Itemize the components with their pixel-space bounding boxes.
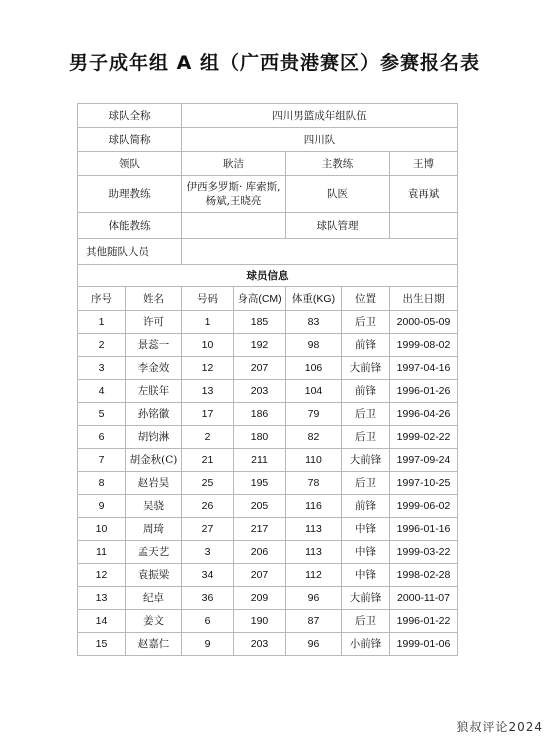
table-row bbox=[78, 380, 458, 403]
table-cell: 后卫 bbox=[342, 403, 390, 426]
registration-table bbox=[77, 103, 458, 656]
table-cell: 21 bbox=[182, 449, 234, 472]
table-row bbox=[78, 610, 458, 633]
table-cell: 98 bbox=[286, 334, 342, 357]
table-row bbox=[78, 495, 458, 518]
table-cell: 106 bbox=[286, 357, 342, 380]
table-cell: 前锋 bbox=[342, 495, 390, 518]
table-cell: 25 bbox=[182, 472, 234, 495]
table-cell: 大前锋 bbox=[342, 449, 390, 472]
table-cell: 吴骁 bbox=[126, 495, 182, 518]
table-cell: 胡钧淋 bbox=[126, 426, 182, 449]
table-cell: 纪卓 bbox=[126, 587, 182, 610]
table-cell: 前锋 bbox=[342, 380, 390, 403]
table-cell: 195 bbox=[234, 472, 286, 495]
table-cell: 大前锋 bbox=[342, 587, 390, 610]
table-cell: 1997-09-24 bbox=[390, 449, 458, 472]
table-cell: 7 bbox=[78, 449, 126, 472]
table-cell: 87 bbox=[286, 610, 342, 633]
table-cell: 27 bbox=[182, 518, 234, 541]
assistant-coach-label: 助理教练 bbox=[78, 176, 182, 213]
table-row bbox=[78, 564, 458, 587]
table-cell: 206 bbox=[234, 541, 286, 564]
table-cell: 后卫 bbox=[342, 610, 390, 633]
table-cell: 192 bbox=[234, 334, 286, 357]
table-row bbox=[78, 472, 458, 495]
column-header: 身高(CM) bbox=[234, 287, 286, 311]
table-cell: 113 bbox=[286, 518, 342, 541]
table-row bbox=[78, 357, 458, 380]
table-cell: 10 bbox=[78, 518, 126, 541]
table-cell: 186 bbox=[234, 403, 286, 426]
table-cell: 1998-02-28 bbox=[390, 564, 458, 587]
table-cell: 6 bbox=[78, 426, 126, 449]
table-cell: 15 bbox=[78, 633, 126, 656]
column-header: 号码 bbox=[182, 287, 234, 311]
table-cell: 6 bbox=[182, 610, 234, 633]
fitness-coach-value bbox=[182, 213, 286, 239]
table-cell: 2 bbox=[78, 334, 126, 357]
table-cell: 113 bbox=[286, 541, 342, 564]
leader-label: 领队 bbox=[78, 152, 182, 176]
table-cell: 左朕年 bbox=[126, 380, 182, 403]
table-cell: 96 bbox=[286, 633, 342, 656]
table-cell: 2000-11-07 bbox=[390, 587, 458, 610]
full-name-label: 球队全称 bbox=[78, 104, 182, 128]
table-row bbox=[78, 587, 458, 610]
table-cell: 姜文 bbox=[126, 610, 182, 633]
table-cell: 1 bbox=[78, 311, 126, 334]
table-cell: 孙铭徽 bbox=[126, 403, 182, 426]
table-cell: 9 bbox=[182, 633, 234, 656]
table-cell: 12 bbox=[182, 357, 234, 380]
table-cell: 12 bbox=[78, 564, 126, 587]
table-cell: 104 bbox=[286, 380, 342, 403]
table-cell: 116 bbox=[286, 495, 342, 518]
table-cell: 180 bbox=[234, 426, 286, 449]
table-cell: 4 bbox=[78, 380, 126, 403]
table-cell: 许可 bbox=[126, 311, 182, 334]
table-row bbox=[78, 311, 458, 334]
fitness-coach-label: 体能教练 bbox=[78, 213, 182, 239]
table-cell: 1999-02-22 bbox=[390, 426, 458, 449]
table-cell: 1997-10-25 bbox=[390, 472, 458, 495]
table-row bbox=[78, 633, 458, 656]
table-cell: 205 bbox=[234, 495, 286, 518]
column-header: 序号 bbox=[78, 287, 126, 311]
short-name-value: 四川队 bbox=[182, 128, 458, 152]
table-cell: 185 bbox=[234, 311, 286, 334]
table-cell: 1999-08-02 bbox=[390, 334, 458, 357]
head-coach-label: 主教练 bbox=[286, 152, 390, 176]
team-doctor-value: 袁再斌 bbox=[390, 176, 458, 213]
team-doctor-label: 队医 bbox=[286, 176, 390, 213]
short-name-label: 球队简称 bbox=[78, 128, 182, 152]
table-cell: 后卫 bbox=[342, 472, 390, 495]
table-cell: 211 bbox=[234, 449, 286, 472]
column-header-row bbox=[78, 287, 458, 311]
table-cell: 1999-03-22 bbox=[390, 541, 458, 564]
table-cell: 207 bbox=[234, 564, 286, 587]
head-coach-value: 王博 bbox=[390, 152, 458, 176]
table-cell: 34 bbox=[182, 564, 234, 587]
table-row bbox=[78, 449, 458, 472]
table-cell: 1999-01-06 bbox=[390, 633, 458, 656]
leader-value: 耿洁 bbox=[182, 152, 286, 176]
table-cell: 2 bbox=[182, 426, 234, 449]
table-cell: 1996-01-16 bbox=[390, 518, 458, 541]
assistant-coach-value: 伊西多罗斯· 库索斯,杨斌,王晓亮 bbox=[182, 176, 286, 213]
table-cell: 1997-04-16 bbox=[390, 357, 458, 380]
table-cell: 207 bbox=[234, 357, 286, 380]
table-cell: 112 bbox=[286, 564, 342, 587]
table-row bbox=[78, 541, 458, 564]
other-staff-value bbox=[182, 239, 458, 265]
table-cell: 景蕊一 bbox=[126, 334, 182, 357]
watermark-text: 狼叔评论2024 bbox=[456, 720, 543, 734]
table-row bbox=[78, 426, 458, 449]
column-header: 位置 bbox=[342, 287, 390, 311]
table-cell: 袁振梁 bbox=[126, 564, 182, 587]
table-cell: 26 bbox=[182, 495, 234, 518]
column-header: 体重(KG) bbox=[286, 287, 342, 311]
table-cell: 110 bbox=[286, 449, 342, 472]
table-cell: 小前锋 bbox=[342, 633, 390, 656]
table-cell: 胡金秋(C) bbox=[126, 449, 182, 472]
table-cell: 13 bbox=[78, 587, 126, 610]
table-cell: 79 bbox=[286, 403, 342, 426]
other-staff-label: 其他随队人员 bbox=[78, 239, 182, 265]
table-cell: 周琦 bbox=[126, 518, 182, 541]
team-manager-label: 球队管理 bbox=[286, 213, 390, 239]
table-cell: 217 bbox=[234, 518, 286, 541]
table-cell: 203 bbox=[234, 633, 286, 656]
table-cell: 后卫 bbox=[342, 426, 390, 449]
table-cell: 3 bbox=[182, 541, 234, 564]
table-row bbox=[78, 518, 458, 541]
table-cell: 1 bbox=[182, 311, 234, 334]
table-cell: 2000-05-09 bbox=[390, 311, 458, 334]
table-cell: 李金效 bbox=[126, 357, 182, 380]
table-cell: 36 bbox=[182, 587, 234, 610]
table-cell: 1996-01-22 bbox=[390, 610, 458, 633]
column-header: 出生日期 bbox=[390, 287, 458, 311]
table-cell: 1996-01-26 bbox=[390, 380, 458, 403]
table-cell: 14 bbox=[78, 610, 126, 633]
table-cell: 13 bbox=[182, 380, 234, 403]
table-cell: 1999-06-02 bbox=[390, 495, 458, 518]
table-cell: 190 bbox=[234, 610, 286, 633]
table-cell: 11 bbox=[78, 541, 126, 564]
table-cell: 96 bbox=[286, 587, 342, 610]
table-cell: 赵嘉仁 bbox=[126, 633, 182, 656]
table-cell: 209 bbox=[234, 587, 286, 610]
table-row bbox=[78, 403, 458, 426]
player-section-header: 球员信息 bbox=[78, 265, 458, 287]
table-cell: 中锋 bbox=[342, 564, 390, 587]
page-title: 男子成年组 A 组（广西贵港赛区）参赛报名表 bbox=[69, 52, 480, 74]
table-cell: 大前锋 bbox=[342, 357, 390, 380]
table-cell: 中锋 bbox=[342, 518, 390, 541]
table-cell: 82 bbox=[286, 426, 342, 449]
table-cell: 前锋 bbox=[342, 334, 390, 357]
table-cell: 9 bbox=[78, 495, 126, 518]
table-cell: 赵岩昊 bbox=[126, 472, 182, 495]
table-cell: 83 bbox=[286, 311, 342, 334]
table-cell: 17 bbox=[182, 403, 234, 426]
table-cell: 5 bbox=[78, 403, 126, 426]
team-manager-value bbox=[390, 213, 458, 239]
table-cell: 中锋 bbox=[342, 541, 390, 564]
table-cell: 孟天艺 bbox=[126, 541, 182, 564]
table-cell: 10 bbox=[182, 334, 234, 357]
table-cell: 8 bbox=[78, 472, 126, 495]
column-header: 姓名 bbox=[126, 287, 182, 311]
table-cell: 后卫 bbox=[342, 311, 390, 334]
table-row bbox=[78, 334, 458, 357]
table-cell: 1996-04-26 bbox=[390, 403, 458, 426]
table-cell: 78 bbox=[286, 472, 342, 495]
full-name-value: 四川男篮成年组队伍 bbox=[182, 104, 458, 128]
table-cell: 3 bbox=[78, 357, 126, 380]
table-cell: 203 bbox=[234, 380, 286, 403]
